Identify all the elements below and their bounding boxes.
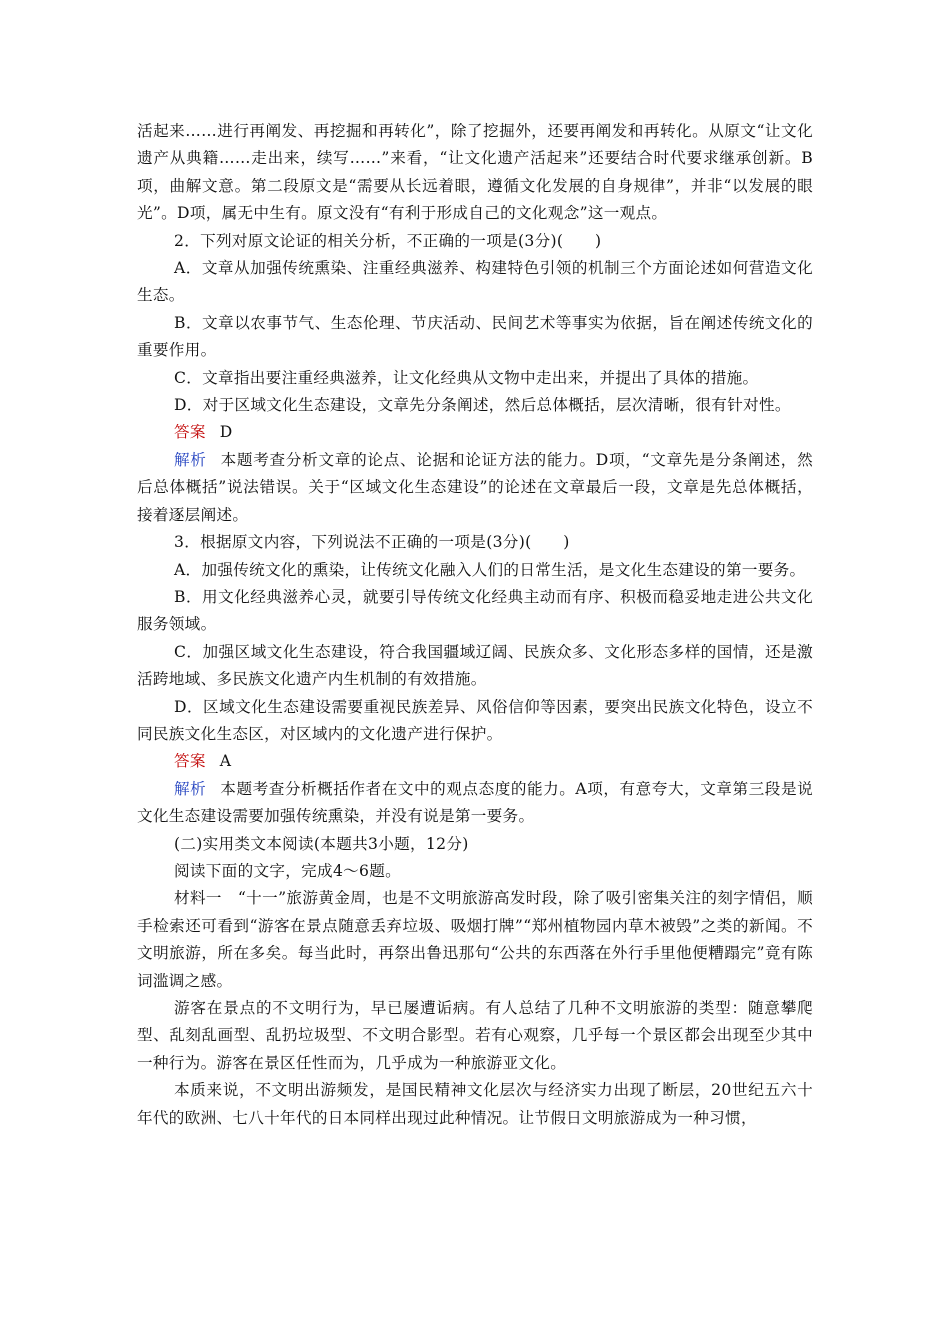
answer-value: D [219, 423, 233, 442]
answer-line [137, 748, 813, 775]
text-paragraph: 阅读下面的文字，完成4～6题。 [174, 861, 402, 880]
explanation-paragraph [137, 447, 813, 529]
text-paragraph: A．加强传统文化的熏染，让传统文化融入人们的日常生活，是文化生态建设的第一要务。 [174, 560, 806, 579]
explanation-label: 解析 [174, 450, 207, 469]
document-page [137, 118, 813, 1132]
answer-value: A [219, 752, 232, 771]
text-paragraph: D．区域文化生态建设需要重视民族差异、风俗信仰等因素，要突出民族文化特色，设立不同民族文化生态区，对区域内的文化遗产进行保护。 [137, 697, 813, 743]
explanation-label: 解析 [174, 779, 207, 798]
explanation-paragraph [137, 776, 813, 831]
explanation-text: 本题考查分析概括作者在文中的观点态度的能力。A项，有意夸大，文章第三段是说文化生态建设需要加强传统熏染，并没有说是第一要务。 [137, 779, 813, 826]
text-paragraph: 3．根据原文内容，下列说法不正确的一项是(3分)( ) [174, 533, 570, 552]
text-paragraph: A．文章从加强传统熏染、注重经典滋养、构建特色引领的机制三个方面论述如何营造文化生态。 [137, 259, 813, 305]
text-paragraph: C．加强区域文化生态建设，符合我国疆域辽阔、民族众多、文化形态多样的国情，还是激活跨地域、多民族文化遗产内生机制的有效措施。 [137, 642, 813, 689]
answer-label: 答案 [174, 423, 206, 442]
text-paragraph: (二)实用类文本阅读(本题共3小题，12分) [174, 834, 469, 853]
text-paragraph: 2．下列对原文论证的相关分析，不正确的一项是(3分)( ) [174, 231, 602, 250]
text-paragraph: D．对于区域文化生态建设，文章先分条阐述，然后总体概括，层次清晰，很有针对性。 [174, 396, 791, 415]
explanation-text: 本题考查分析文章的论点、论据和论证方法的能力。D项，“文章先是分条阐述，然后总体概括”说法错误。关于“区域文化生态建设”的论述在文章最后一段，文章是先总体概括，接着逐层阐述。 [137, 450, 813, 524]
text-paragraph: 游客在景点的不文明行为，早已屡遭诟病。有人总结了几种不文明旅游的类型：随意攀爬型、乱刻乱画型、乱扔垃圾型、不文明合影型。若有心观察，几乎每一个景区都会出现至少其中一种行为。游客在景区任性而为，几乎成为一种旅游亚文化。 [137, 999, 813, 1072]
text-paragraph: 本质来说，不文明出游频发，是国民精神文化层次与经济实力出现了断层，20世纪五六十年代的欧洲、七八十年代的日本同样出现过此种情况。让节假日文明旅游成为一种习惯， [137, 1081, 813, 1127]
answer-label: 答案 [174, 752, 206, 771]
text-paragraph: B．用文化经典滋养心灵，就要引导传统文化经典主动而有序、积极而稳妥地走进公共文化服务领域。 [137, 587, 813, 634]
text-paragraph: B．文章以农事节气、生态伦理、节庆活动、民间艺术等事实为依据，旨在阐述传统文化的重要作用。 [137, 313, 813, 360]
text-paragraph: 材料一 “十一”旅游黄金周，也是不文明旅游高发时段，除了吸引密集关注的刻字情侣，顺手检索还可看到“游客在景点随意丢弃垃圾、吸烟打牌”“郑州植物园内草木被毁”之类的新闻。不文明旅游，所在多矣。每当此时，再祭出鲁迅那句“公共的东西落在外行手里他便糟蹋完”竟有陈词滥调之感。 [137, 889, 813, 990]
answer-line [137, 419, 813, 446]
text-paragraph: C．文章指出要注重经典滋养，让文化经典从文物中走出来，并提出了具体的措施。 [174, 368, 759, 387]
text-paragraph: 活起来……进行再阐发、再挖掘和再转化”，除了挖掘外，还要再阐发和再转化。从原文“让文化遗产从典籍……走出来，续写……”来看，“让文化遗产活起来”还要结合时代要求继承创新。B项，曲解文意。第二段原文是“需要从长远着眼，遵循文化发展的自身规律”，并非“以发展的眼光”。D项，属无中生有。原文没有“有利于形成自己的文化观念”这一观点。 [137, 122, 813, 223]
